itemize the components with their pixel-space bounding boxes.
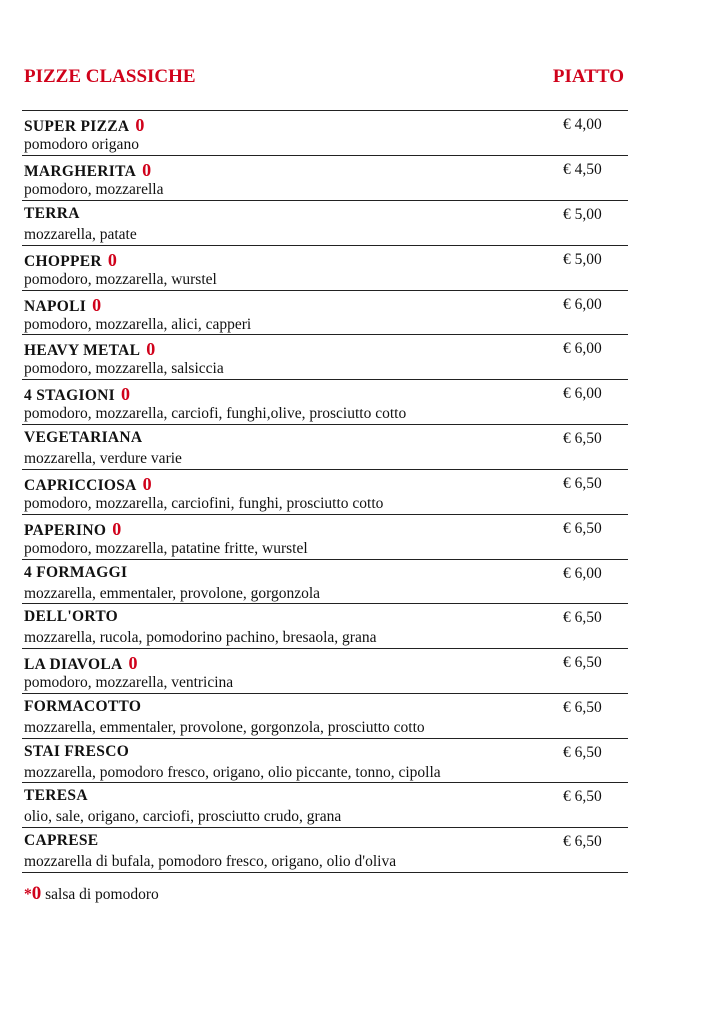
tomato-sauce-marker: 0 [112,518,122,539]
menu-item [22,560,628,605]
pizza-name: CHOPPER [24,252,102,270]
pizza-price: € 4,50 [563,160,602,178]
pizza-ingredients: pomodoro, mozzarella, wurstel [24,270,217,288]
section-title: PIZZE CLASSICHE [24,66,196,87]
pizza-price: € 5,00 [563,205,602,223]
pizza-ingredients: mozzarella, patate [24,225,137,243]
pizza-price: € 6,50 [563,743,602,761]
pizza-price: € 6,50 [563,654,602,672]
pizza-name-line [24,160,151,181]
menu-item [22,828,628,873]
pizza-name-line [24,564,127,582]
pizza-ingredients: mozzarella, pomodoro fresco, origano, olio piccante, tonno, cipolla [24,763,441,781]
footnote-asterisk: * [24,886,32,903]
menu-item [22,111,628,156]
menu-item [22,470,628,515]
menu-item [22,380,628,425]
pizza-price: € 6,00 [563,564,602,582]
pizza-price: € 6,00 [563,385,602,403]
pizza-name-line [24,205,80,223]
pizza-ingredients: pomodoro, mozzarella, carciofi, funghi,olive, prosciutto cotto [24,405,407,423]
footnote [24,883,159,905]
pizza-ingredients: olio, sale, origano, carciofi, prosciutto crudo, grana [24,808,342,826]
pizza-name-line [24,250,117,271]
menu-item [22,515,628,560]
pizza-price: € 6,50 [563,788,602,806]
pizza-name: LA DIAVOLA [24,656,123,674]
menu-item [22,739,628,784]
tomato-sauce-marker: 0 [107,249,118,270]
footnote-text: salsa di pomodoro [41,886,159,903]
pizza-price: € 5,00 [563,250,602,268]
pizza-name-line [24,608,118,626]
menu-item [22,604,628,649]
pizza-name: TERESA [24,787,88,805]
pizza-name-line [24,698,141,716]
pizza-ingredients: mozzarella, emmentaler, provolone, gorgonzola [24,584,321,602]
menu-item [22,246,628,291]
pizza-name-line [24,384,130,405]
pizza-ingredients: pomodoro, mozzarella, carciofini, funghi, prosciutto cotto [24,495,384,513]
pizza-name-line [24,787,88,805]
pizza-price: € 6,50 [563,609,602,627]
pizza-ingredients: pomodoro, mozzarella, salsiccia [24,360,224,378]
pizza-name: CAPRICCIOSA [24,477,137,495]
pizza-name: PAPERINO [24,521,107,539]
menu-item [22,694,628,739]
pizza-name-line [24,474,152,495]
pizza-name-line [24,295,101,316]
pizza-price: € 6,50 [563,833,602,851]
pizza-name: MARGHERITA [24,162,137,180]
menu-item [22,335,628,380]
pizza-name-line [24,429,142,447]
price-column-title: PIATTO [552,66,624,87]
tomato-sauce-marker: 0 [146,339,156,360]
pizza-price: € 6,50 [563,519,602,537]
menu-item [22,425,628,470]
pizza-name-line [24,339,156,360]
pizza-name: 4 STAGIONI [24,387,115,405]
pizza-name-line [24,519,122,540]
menu-item [22,291,628,336]
menu-item [22,649,628,694]
pizza-name: 4 FORMAGGI [24,563,128,581]
pizza-ingredients: mozzarella, emmentaler, provolone, gorgonzola, prosciutto cotto [24,718,425,736]
pizza-name: CAPRESE [24,832,99,850]
pizza-ingredients: pomodoro, mozzarella, patatine fritte, wurstel [24,539,308,557]
pizza-price: € 4,00 [563,116,602,133]
pizza-ingredients: pomodoro origano [24,136,139,153]
menu-header [24,66,624,90]
tomato-sauce-marker: 0 [121,384,131,405]
pizza-name: NAPOLI [24,297,87,315]
pizza-ingredients: mozzarella, verdure varie [24,450,182,468]
pizza-price: € 6,50 [563,475,602,493]
menu-list [22,110,628,873]
pizza-ingredients: mozzarella di bufala, pomodoro fresco, origano, olio d'oliva [24,853,397,871]
pizza-name-line [24,743,129,761]
pizza-price: € 6,50 [563,430,602,448]
pizza-price: € 6,00 [563,340,602,358]
pizza-name-line [24,653,138,674]
tomato-sauce-marker: 0 [142,474,152,495]
pizza-ingredients: pomodoro, mozzarella, ventricina [24,674,234,692]
pizza-name-line [24,832,98,850]
pizza-ingredients: pomodoro, mozzarella, alici, capperi [24,315,252,333]
pizza-price: € 6,00 [563,295,602,313]
tomato-sauce-marker: 0 [135,115,145,135]
tomato-sauce-marker: 0 [128,653,138,674]
menu-item [22,201,628,246]
pizza-name: SUPER PIZZA [24,118,130,135]
pizza-price: € 6,50 [563,698,602,716]
pizza-ingredients: mozzarella, rucola, pomodorino pachino, bresaola, grana [24,629,377,647]
pizza-name: STAI FRESCO [24,742,130,760]
pizza-name: DELL'ORTO [24,608,119,626]
pizza-name: HEAVY METAL [24,342,141,360]
pizza-name: VEGETARIANA [24,429,143,447]
footnote-marker: 0 [31,883,42,904]
pizza-ingredients: pomodoro, mozzarella [24,180,164,198]
tomato-sauce-marker: 0 [92,294,102,315]
menu-item [22,783,628,828]
tomato-sauce-marker: 0 [142,159,152,180]
menu-item [22,156,628,201]
pizza-name: FORMACOTTO [24,697,142,715]
pizza-name: TERRA [24,204,80,222]
pizza-name-line [24,115,145,136]
